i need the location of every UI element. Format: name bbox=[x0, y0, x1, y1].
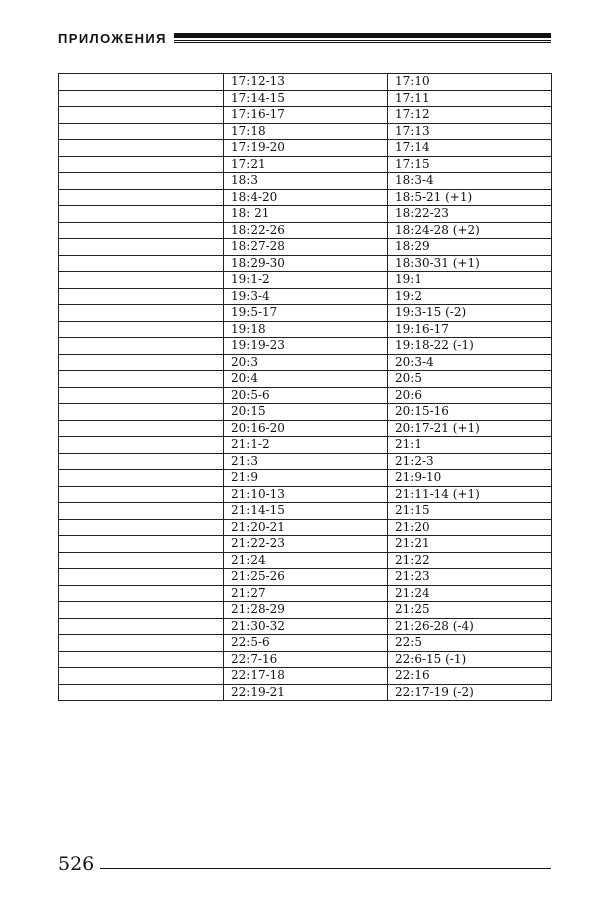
table-cell: 21:20 bbox=[388, 519, 552, 536]
table-cell bbox=[59, 123, 224, 140]
table-cell: 17:14 bbox=[388, 140, 552, 157]
table-cell: 21:2-3 bbox=[388, 453, 552, 470]
table-cell: 21:9-10 bbox=[388, 470, 552, 487]
table-cell: 18:24-28 (+2) bbox=[388, 222, 552, 239]
table-row bbox=[59, 371, 552, 388]
table-row bbox=[59, 206, 552, 223]
table-cell: 17:19-20 bbox=[224, 140, 388, 157]
table-cell: 18:29-30 bbox=[224, 255, 388, 272]
table-cell: 21:22-23 bbox=[224, 536, 388, 553]
table-row bbox=[59, 288, 552, 305]
table-cell bbox=[59, 519, 224, 536]
table-cell: 17:15 bbox=[388, 156, 552, 173]
table-cell: 18:5-21 (+1) bbox=[388, 189, 552, 206]
table-cell: 19:18-22 (-1) bbox=[388, 338, 552, 355]
table-row bbox=[59, 503, 552, 520]
table-row bbox=[59, 684, 552, 701]
table-cell: 19:1-2 bbox=[224, 272, 388, 289]
table-cell: 21:30-32 bbox=[224, 618, 388, 635]
table-row bbox=[59, 486, 552, 503]
table-cell: 21:1 bbox=[388, 437, 552, 454]
table-row bbox=[59, 387, 552, 404]
table-row bbox=[59, 668, 552, 685]
table-cell: 21:9 bbox=[224, 470, 388, 487]
table-row bbox=[59, 123, 552, 140]
table-cell: 22:6-15 (-1) bbox=[388, 651, 552, 668]
table-cell: 19:2 bbox=[388, 288, 552, 305]
table-cell bbox=[59, 255, 224, 272]
table-row bbox=[59, 74, 552, 91]
table-cell bbox=[59, 272, 224, 289]
table-row bbox=[59, 189, 552, 206]
table-cell: 18:27-28 bbox=[224, 239, 388, 256]
table-cell: 21:24 bbox=[388, 585, 552, 602]
table-cell: 21:3 bbox=[224, 453, 388, 470]
table-cell: 19:3-15 (-2) bbox=[388, 305, 552, 322]
table-cell bbox=[59, 107, 224, 124]
table-cell bbox=[59, 569, 224, 586]
table-row bbox=[59, 338, 552, 355]
table-row bbox=[59, 107, 552, 124]
table-row bbox=[59, 470, 552, 487]
table-cell bbox=[59, 437, 224, 454]
table-row bbox=[59, 635, 552, 652]
table-cell bbox=[59, 602, 224, 619]
table-row bbox=[59, 173, 552, 190]
table-cell: 20:3 bbox=[224, 354, 388, 371]
table-cell: 21:24 bbox=[224, 552, 388, 569]
table-row bbox=[59, 552, 552, 569]
table-cell: 19:3-4 bbox=[224, 288, 388, 305]
table-cell bbox=[59, 354, 224, 371]
table-cell: 18:22-23 bbox=[388, 206, 552, 223]
page-number: 526 bbox=[58, 853, 95, 875]
page-footer bbox=[58, 853, 551, 877]
table-cell: 21:21 bbox=[388, 536, 552, 553]
table-cell: 19:18 bbox=[224, 321, 388, 338]
running-header bbox=[58, 30, 551, 50]
table-row bbox=[59, 90, 552, 107]
table-row bbox=[59, 437, 552, 454]
table-cell bbox=[59, 420, 224, 437]
table-row bbox=[59, 255, 552, 272]
table-cell bbox=[59, 470, 224, 487]
table-cell: 20:15 bbox=[224, 404, 388, 421]
table-cell: 21:10-13 bbox=[224, 486, 388, 503]
table-row bbox=[59, 602, 552, 619]
table-row bbox=[59, 272, 552, 289]
table-cell bbox=[59, 536, 224, 553]
table-cell: 18:29 bbox=[388, 239, 552, 256]
table-cell bbox=[59, 338, 224, 355]
table-row bbox=[59, 354, 552, 371]
table-cell bbox=[59, 552, 224, 569]
table-cell: 19:5-17 bbox=[224, 305, 388, 322]
table-cell: 20:16-20 bbox=[224, 420, 388, 437]
table-cell: 20:3-4 bbox=[388, 354, 552, 371]
table-cell: 17:12 bbox=[388, 107, 552, 124]
table-cell: 17:12-13 bbox=[224, 74, 388, 91]
table-row bbox=[59, 585, 552, 602]
table-cell: 18:3 bbox=[224, 173, 388, 190]
table-row bbox=[59, 222, 552, 239]
table-cell: 22:16 bbox=[388, 668, 552, 685]
table-cell: 21:20-21 bbox=[224, 519, 388, 536]
header-title: ПРИЛОЖЕНИЯ bbox=[58, 31, 167, 46]
table-cell: 21:1-2 bbox=[224, 437, 388, 454]
table-cell: 21:26-28 (-4) bbox=[388, 618, 552, 635]
table-cell: 17:14-15 bbox=[224, 90, 388, 107]
table-cell: 21:22 bbox=[388, 552, 552, 569]
table-row bbox=[59, 321, 552, 338]
table-cell bbox=[59, 635, 224, 652]
table-cell: 17:16-17 bbox=[224, 107, 388, 124]
table-cell: 20:5 bbox=[388, 371, 552, 388]
table-cell bbox=[59, 387, 224, 404]
header-rule-thick bbox=[174, 33, 551, 38]
table-cell: 21:25-26 bbox=[224, 569, 388, 586]
table-cell: 19:1 bbox=[388, 272, 552, 289]
table-cell: 21:15 bbox=[388, 503, 552, 520]
table-cell bbox=[59, 486, 224, 503]
table-cell: 21:11-14 (+1) bbox=[388, 486, 552, 503]
table-cell: 21:27 bbox=[224, 585, 388, 602]
table-row bbox=[59, 239, 552, 256]
table-cell bbox=[59, 585, 224, 602]
table-cell bbox=[59, 74, 224, 91]
table-cell bbox=[59, 288, 224, 305]
table-cell bbox=[59, 404, 224, 421]
table-body bbox=[59, 74, 552, 701]
table-cell: 22:19-21 bbox=[224, 684, 388, 701]
table-cell bbox=[59, 371, 224, 388]
table-row bbox=[59, 569, 552, 586]
table-cell bbox=[59, 651, 224, 668]
table-row bbox=[59, 453, 552, 470]
table-cell: 19:16-17 bbox=[388, 321, 552, 338]
table-row bbox=[59, 140, 552, 157]
header-rule-thin bbox=[174, 42, 551, 43]
table-cell: 20:5-6 bbox=[224, 387, 388, 404]
table-cell: 17:21 bbox=[224, 156, 388, 173]
table-cell: 17:18 bbox=[224, 123, 388, 140]
table-cell: 18:3-4 bbox=[388, 173, 552, 190]
table-cell bbox=[59, 173, 224, 190]
table-cell: 22:17-19 (-2) bbox=[388, 684, 552, 701]
table-cell bbox=[59, 90, 224, 107]
table-cell bbox=[59, 321, 224, 338]
table-cell: 21:28-29 bbox=[224, 602, 388, 619]
table-row bbox=[59, 519, 552, 536]
table-cell: 17:11 bbox=[388, 90, 552, 107]
table-cell: 20:6 bbox=[388, 387, 552, 404]
table-cell: 20:4 bbox=[224, 371, 388, 388]
table-cell: 21:25 bbox=[388, 602, 552, 619]
table-cell: 22:5 bbox=[388, 635, 552, 652]
table-cell: 17:10 bbox=[388, 74, 552, 91]
header-rule-thin bbox=[174, 40, 551, 41]
table-cell: 18:22-26 bbox=[224, 222, 388, 239]
table-cell bbox=[59, 156, 224, 173]
table-cell: 18:30-31 (+1) bbox=[388, 255, 552, 272]
table-cell bbox=[59, 684, 224, 701]
table-row bbox=[59, 420, 552, 437]
header-rule bbox=[174, 33, 551, 43]
table-cell bbox=[59, 239, 224, 256]
table-cell bbox=[59, 668, 224, 685]
table-cell: 20:15-16 bbox=[388, 404, 552, 421]
table-cell bbox=[59, 618, 224, 635]
table-cell: 22:17-18 bbox=[224, 668, 388, 685]
table-cell: 21:14-15 bbox=[224, 503, 388, 520]
table-row bbox=[59, 651, 552, 668]
table-cell bbox=[59, 305, 224, 322]
table-cell: 21:23 bbox=[388, 569, 552, 586]
table-cell bbox=[59, 503, 224, 520]
footer-rule bbox=[100, 868, 551, 869]
table-row bbox=[59, 404, 552, 421]
table-row bbox=[59, 618, 552, 635]
table-cell: 18:4-20 bbox=[224, 189, 388, 206]
table-row bbox=[59, 536, 552, 553]
table-row bbox=[59, 305, 552, 322]
table-cell bbox=[59, 140, 224, 157]
table-cell: 18: 21 bbox=[224, 206, 388, 223]
table-cell: 22:5-6 bbox=[224, 635, 388, 652]
table-row bbox=[59, 156, 552, 173]
table-cell: 17:13 bbox=[388, 123, 552, 140]
table-cell: 20:17-21 (+1) bbox=[388, 420, 552, 437]
table-cell bbox=[59, 206, 224, 223]
table-cell: 22:7-16 bbox=[224, 651, 388, 668]
table-cell bbox=[59, 222, 224, 239]
verse-correspondence-table bbox=[58, 73, 552, 701]
table-cell: 19:19-23 bbox=[224, 338, 388, 355]
table-cell bbox=[59, 453, 224, 470]
table-cell bbox=[59, 189, 224, 206]
